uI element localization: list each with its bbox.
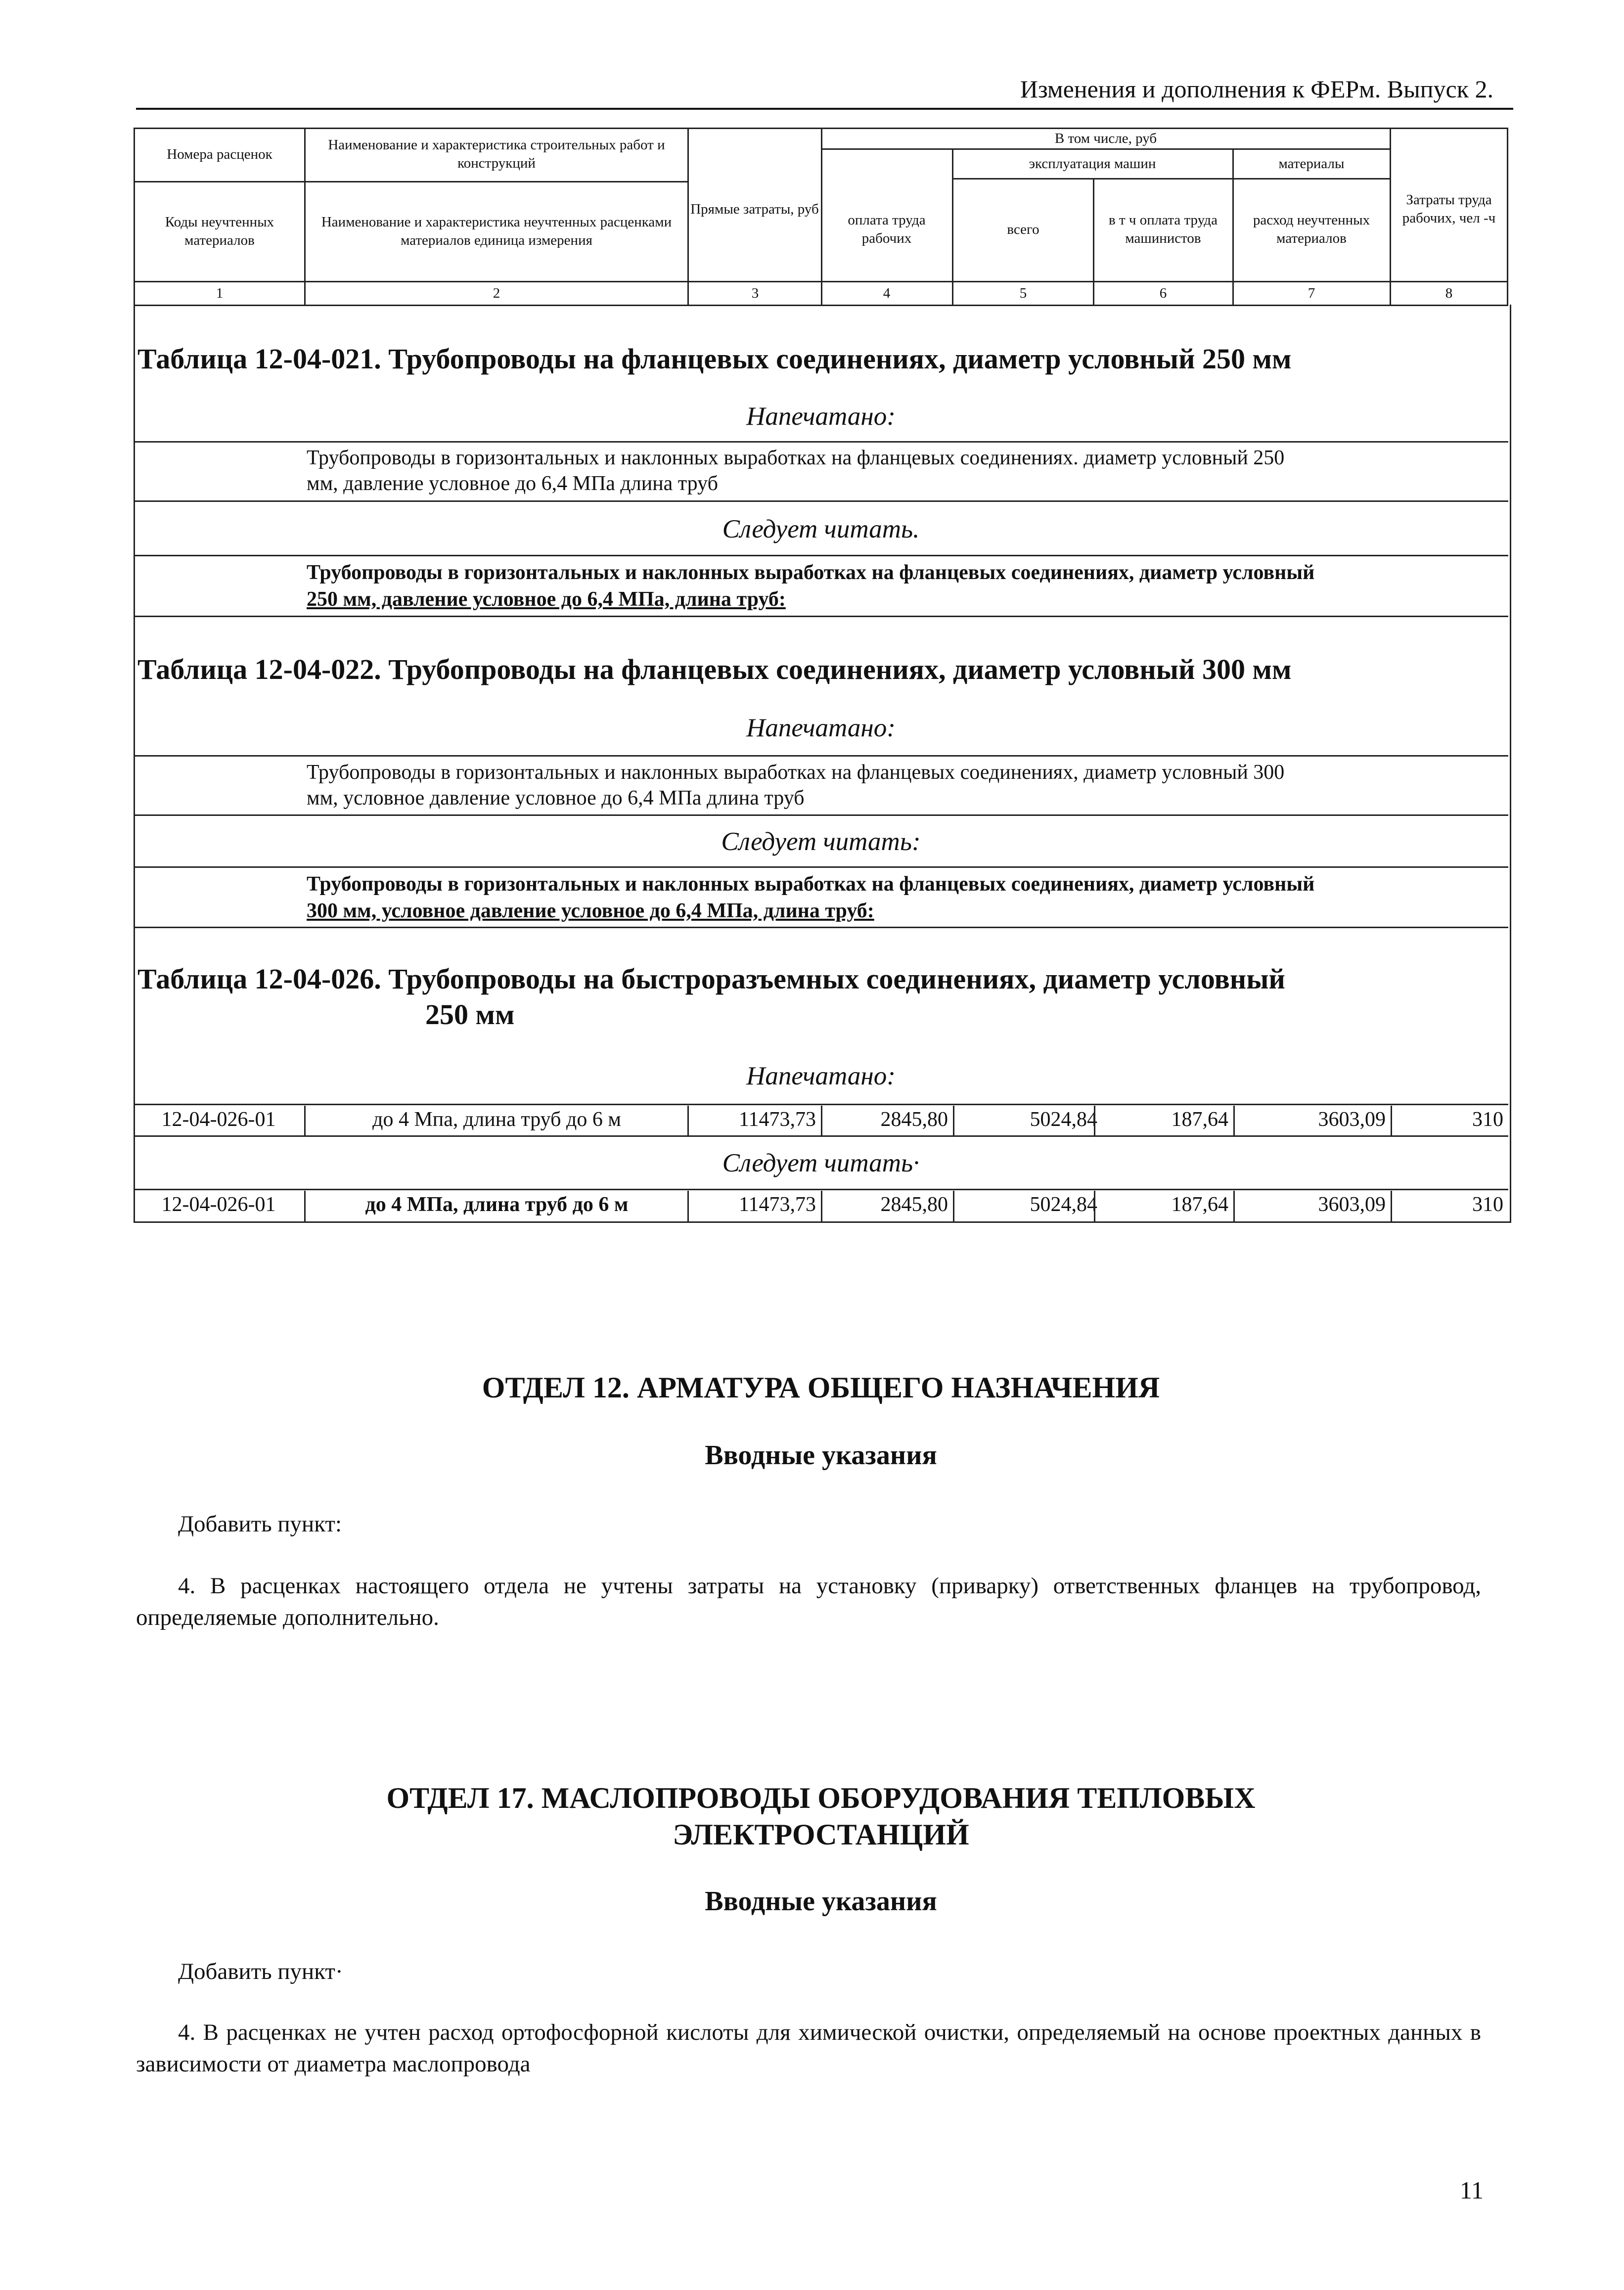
- read-rate-code: 12-04-026-01: [161, 1193, 276, 1216]
- section-17-subheading: Вводные указания: [705, 1886, 937, 1917]
- printed-machines-total: 5024,84: [1030, 1108, 1097, 1131]
- table-022-printed-line-1: Трубопроводы в горизонтальных и наклонных выработках на фланцевых соединениях, диаметр условный 300: [307, 761, 1285, 784]
- col-header-labor: Затраты труда рабочих, чел -ч: [1402, 192, 1496, 226]
- col-header-total: всего: [1007, 221, 1039, 237]
- col-number-3: 3: [751, 285, 759, 301]
- table-022-title: Таблица 12-04-022. Трубопроводы на фланцевых соединениях, диаметр условный 300 мм: [137, 653, 1292, 685]
- read-worker-pay: 2845,80: [880, 1193, 948, 1216]
- page-number: 11: [1459, 2176, 1484, 2204]
- col-header-materials: материалы: [1278, 155, 1345, 172]
- col-header-material-codes: Коды неучтенных материалов: [165, 214, 274, 248]
- table-026-printed-label: Напечатано:: [746, 1062, 896, 1090]
- table-022-printed-label: Напечатано:: [746, 714, 896, 742]
- table-021-printed-label: Напечатано:: [746, 402, 896, 431]
- table-026-read-label: Следует читать·: [722, 1149, 920, 1177]
- column-header-table: [134, 128, 1508, 306]
- table-021-printed-line-2: мм, давление условное до 6,4 МПа длина труб: [307, 472, 718, 495]
- col-number-8: 8: [1445, 285, 1453, 301]
- table-021-read-line-1: Трубопроводы в горизонтальных и наклонных выработках на фланцевых соединениях, диаметр условный: [307, 561, 1315, 584]
- printed-operator-pay: 187,64: [1171, 1108, 1228, 1131]
- col-header-worker-pay: оплата труда рабочих: [848, 212, 926, 246]
- read-direct-costs: 11473,73: [739, 1193, 816, 1216]
- col-header-material-name: Наименование и характеристика неучтенных расценками материалов единица измерения: [321, 214, 672, 248]
- table-026-title-line-1: Таблица 12-04-026. Трубопроводы на быстроразъемных соединениях, диаметр условный: [137, 963, 1285, 995]
- section-17-paragraph: 4. В расценках не учтен расход ортофосфорной кислоты для химической очистки, определяемый на основе проектных данных в зависимости от диаметра маслопровода: [136, 2020, 1481, 2077]
- table-021-read-line-2: 250 мм, давление условное до 6,4 МПа, длина труб:: [307, 588, 786, 611]
- section-17-heading-line-2: ЭЛЕКТРОСТАНЦИЙ: [673, 1818, 969, 1851]
- printed-materials: 3603,09: [1318, 1108, 1386, 1131]
- section-17-add-item: Добавить пункт·: [178, 1959, 343, 1984]
- printed-direct-costs: 11473,73: [739, 1108, 816, 1131]
- section-12-heading: ОТДЕЛ 12. АРМАТУРА ОБЩЕГО НАЗНАЧЕНИЯ: [482, 1371, 1160, 1404]
- printed-labor: 310: [1472, 1108, 1503, 1131]
- col-header-direct-costs: Прямые затраты, руб: [690, 201, 819, 217]
- section-17-heading-line-1: ОТДЕЛ 17. МАСЛОПРОВОДЫ ОБОРУДОВАНИЯ ТЕПЛОВЫХ: [386, 1782, 1256, 1814]
- col-header-work-name: Наименование и характеристика строительных работ и конструкций: [328, 137, 665, 171]
- table-022-printed-line-2: мм, условное давление условное до 6,4 МПа длина труб: [307, 787, 805, 809]
- section-12-add-item: Добавить пункт:: [178, 1511, 342, 1537]
- read-materials: 3603,09: [1318, 1193, 1386, 1216]
- table-021-title: Таблица 12-04-021. Трубопроводы на фланцевых соединениях, диаметр условный 250 мм: [137, 343, 1292, 375]
- section-12-subheading: Вводные указания: [705, 1440, 937, 1471]
- read-machines-total: 5024,84: [1030, 1193, 1097, 1216]
- col-number-2: 2: [493, 285, 500, 301]
- col-header-including: В том числе, руб: [1054, 130, 1157, 146]
- header-rule: [136, 108, 1513, 110]
- col-header-material-consumption: расход неучтенных материалов: [1253, 212, 1370, 246]
- col-header-machines: эксплуатация машин: [1029, 155, 1156, 172]
- col-number-7: 7: [1308, 285, 1315, 301]
- read-labor: 310: [1472, 1193, 1503, 1216]
- table-022-read-label: Следует читать:: [721, 827, 921, 856]
- table-022-read-line-2: 300 мм, условное давление условное до 6,4 МПа, длина труб:: [307, 899, 874, 922]
- table-021-read-label: Следует читать.: [722, 515, 920, 543]
- table-026-title-line-2: 250 мм: [425, 998, 515, 1031]
- printed-rate-name: до 4 Мпа, длина труб до 6 м: [372, 1108, 621, 1131]
- col-number-1: 1: [216, 285, 224, 301]
- col-number-4: 4: [883, 285, 891, 301]
- read-operator-pay: 187,64: [1171, 1193, 1228, 1216]
- printed-worker-pay: 2845,80: [880, 1108, 948, 1131]
- col-number-5: 5: [1019, 285, 1027, 301]
- printed-rate-code: 12-04-026-01: [161, 1108, 276, 1131]
- table-022-read-line-1: Трубопроводы в горизонтальных и наклонных выработках на фланцевых соединениях, диаметр условный: [307, 873, 1315, 896]
- col-number-6: 6: [1159, 285, 1167, 301]
- col-header-operator-pay: в т ч оплата труда машинистов: [1109, 212, 1218, 246]
- table-021-printed-line-1: Трубопроводы в горизонтальных и наклонных выработках на фланцевых соединениях. диаметр условный 250: [307, 447, 1285, 469]
- read-rate-name: до 4 МПа, длина труб до 6 м: [365, 1193, 629, 1216]
- col-header-rate-numbers: Номера расценок: [167, 146, 272, 162]
- running-header: Изменения и дополнения к ФЕРм. Выпуск 2.: [1020, 75, 1493, 103]
- section-12-paragraph: 4. В расценках настоящего отдела не учтены затраты на установку (приварку) ответственных фланцев на трубопровод, определяемые дополнительно.: [136, 1573, 1481, 1630]
